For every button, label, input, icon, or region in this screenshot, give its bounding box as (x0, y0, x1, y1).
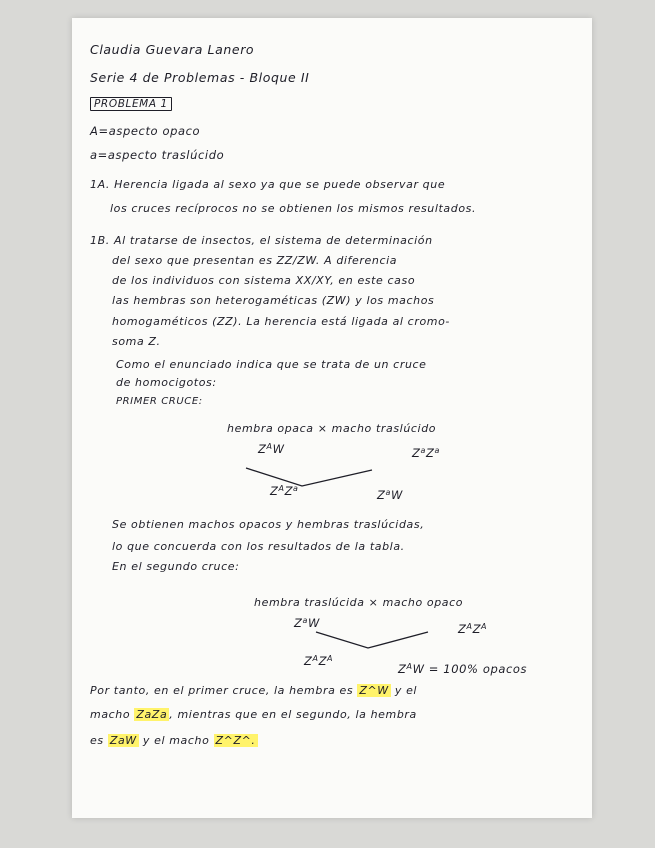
cross-2-parents: hembra traslúcida × macho opaco (254, 596, 464, 609)
highlight-female-cross-2: ZaW (109, 734, 137, 747)
bleed-through-text (506, 58, 592, 248)
answer-1b-line: 1B. Al tratarse de insectos, el sistema de determinación (90, 234, 433, 247)
cross-1-offspring-right: $Z^aW$ (377, 488, 403, 502)
answer-1b-line: soma Z. (112, 335, 161, 348)
highlight-male-cross-1: ZaZa (136, 708, 168, 721)
conclusion-line-1: Por tanto, en el primer cruce, la hembra es Z^W y el (90, 684, 418, 697)
highlight-male-cross-2: Z^Z^. (215, 734, 256, 747)
series-title: Serie 4 de Problemas - Bloque II (90, 70, 310, 85)
cross-2-offspring-left: $Z^AZ^A$ (304, 654, 334, 668)
result-1-line: lo que concuerda con los resultados de la tabla. (112, 540, 405, 553)
cross-1-female-genotype: $Z^AW$ (258, 442, 285, 456)
allele-recessive: a=aspecto traslúcido (90, 148, 225, 162)
result-1-line: Se obtienen machos opacos y hembras traslúcidas, (112, 518, 425, 531)
cross-1-offspring-left: $Z^AZ^a$ (270, 484, 299, 498)
cross-1-parents: hembra opaca × macho traslúcido (227, 422, 437, 435)
answer-1b-line: las hembras son heterogaméticas (ZW) y los machos (112, 294, 435, 307)
answer-1b-line: homogaméticos (ZZ). La herencia está ligada al cromo- (112, 315, 450, 328)
cross-1-male-genotype: $Z^aZ^a$ (412, 446, 440, 460)
highlight-female-cross-1: Z^W (359, 684, 389, 697)
answer-1a-line-2: los cruces recíprocos no se obtienen los mismos resultados. (110, 202, 477, 215)
answer-1a-line-1: 1A. Herencia ligada al sexo ya que se puede observar que (90, 178, 446, 191)
answer-1b-line: PRIMER CRUCE: (116, 396, 203, 407)
problem-label-box: PROBLEMA 1 (90, 97, 172, 111)
notebook-page (72, 18, 592, 818)
answer-1b-line: de homocigotos: (116, 376, 217, 389)
cross-2-offspring-right: $Z^AW = 100\%$ opacos (398, 662, 528, 676)
cross-2-female-genotype: $Z^aW$ (294, 616, 320, 630)
allele-dominant: A=aspecto opaco (90, 124, 201, 138)
conclusion-line-3: es ZaW y el macho Z^Z^. (90, 734, 256, 747)
result-1-line: En el segundo cruce: (112, 560, 240, 573)
student-name: Claudia Guevara Lanero (90, 42, 255, 57)
cross-2-male-genotype: $Z^AZ^A$ (458, 622, 488, 636)
cross-1-arrow (242, 464, 382, 494)
conclusion-line-2: macho ZaZa , mientras que en el segundo, la hembra (90, 708, 417, 721)
cross-2-arrow (312, 628, 432, 654)
answer-1b-line: del sexo que presentan es ZZ/ZW. A diferencia (112, 254, 398, 267)
problem-label (90, 98, 172, 110)
answer-1b-line: Como el enunciado indica que se trata de un cruce (116, 358, 427, 371)
answer-1b-line: de los individuos con sistema XX/XY, en este caso (112, 274, 416, 287)
